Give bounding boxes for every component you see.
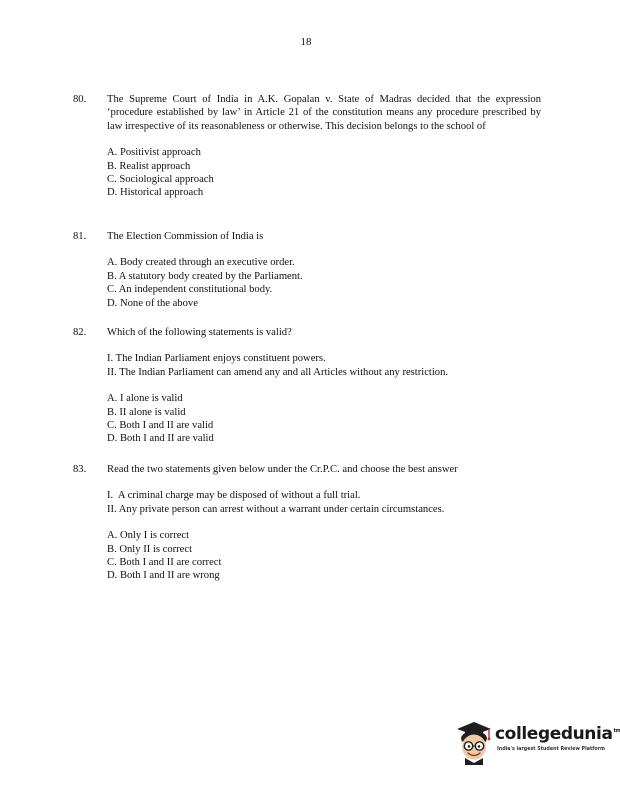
option-list <box>107 146 541 200</box>
option-a: A. I alone is valid <box>107 393 183 405</box>
question-number: 80. <box>73 94 87 105</box>
question-number: 82. <box>73 327 87 338</box>
option-b: B. A statutory body created by the Parliament. <box>107 270 303 282</box>
statement-i: I. The Indian Parliament enjoys constituent powers. <box>107 353 326 365</box>
option-b: B. Only II is correct <box>107 543 193 555</box>
question-81 <box>73 230 541 310</box>
question-80 <box>73 93 541 200</box>
option-b: B. II alone is valid <box>107 406 186 418</box>
option-a: A. Only I is correct <box>107 530 190 542</box>
student-mascot-icon <box>453 720 493 766</box>
question-83 <box>73 463 541 583</box>
question-stem: The Supreme Court of India in A.K. Gopalan v. State of Madras decided that the expression ‘procedure established by law’ in Article 21 of the constitution means any procedure prescribed by law irrespective of its reasonableness or otherwise. This decision belongs to the school of <box>107 94 541 132</box>
statement-ii: II. The Indian Parliament can amend any and all Articles without any restriction. <box>107 366 449 378</box>
option-d: D. None of the above <box>107 297 198 309</box>
collegedunia-watermark <box>453 718 620 772</box>
option-c: C. An independent constitutional body. <box>107 284 273 296</box>
option-list <box>107 529 541 583</box>
option-d: D. Both I and II are valid <box>107 433 214 445</box>
option-a: A. Body created through an executive order. <box>107 257 295 269</box>
option-c: C. Both I and II are valid <box>107 420 214 432</box>
brand-superscript: tm <box>613 728 620 735</box>
option-c: C. Sociological approach <box>107 174 214 186</box>
option-c: C. Both I and II are correct <box>107 557 222 569</box>
option-b: B. Realist approach <box>107 160 191 172</box>
option-list <box>107 256 541 310</box>
question-number: 81. <box>73 231 87 242</box>
question-stem: The Election Commission of India is <box>107 231 264 242</box>
brand-name: collegedunia$^{tm}$ <box>495 724 620 744</box>
question-stem: Read the two statements given below under the Cr.P.C. and choose the best answer <box>107 464 458 475</box>
question-82 <box>73 326 541 446</box>
option-d: D. Both I and II are wrong <box>107 570 220 582</box>
option-a: A. Positivist approach <box>107 147 201 159</box>
statement-list <box>107 489 541 516</box>
brand-tagline: India's largest Student Review Platform <box>497 747 605 752</box>
option-d: D. Historical approach <box>107 187 204 199</box>
option-list <box>107 392 541 446</box>
statement-list <box>107 352 541 379</box>
question-number: 83. <box>73 464 87 475</box>
question-stem: Which of the following statements is valid? <box>107 327 292 338</box>
statement-ii: II. Any private person can arrest without a warrant under certain circumstances. <box>107 503 445 515</box>
page-number: 18 <box>300 36 312 48</box>
statement-i: I. A criminal charge may be disposed of without a full trial. <box>107 490 361 502</box>
